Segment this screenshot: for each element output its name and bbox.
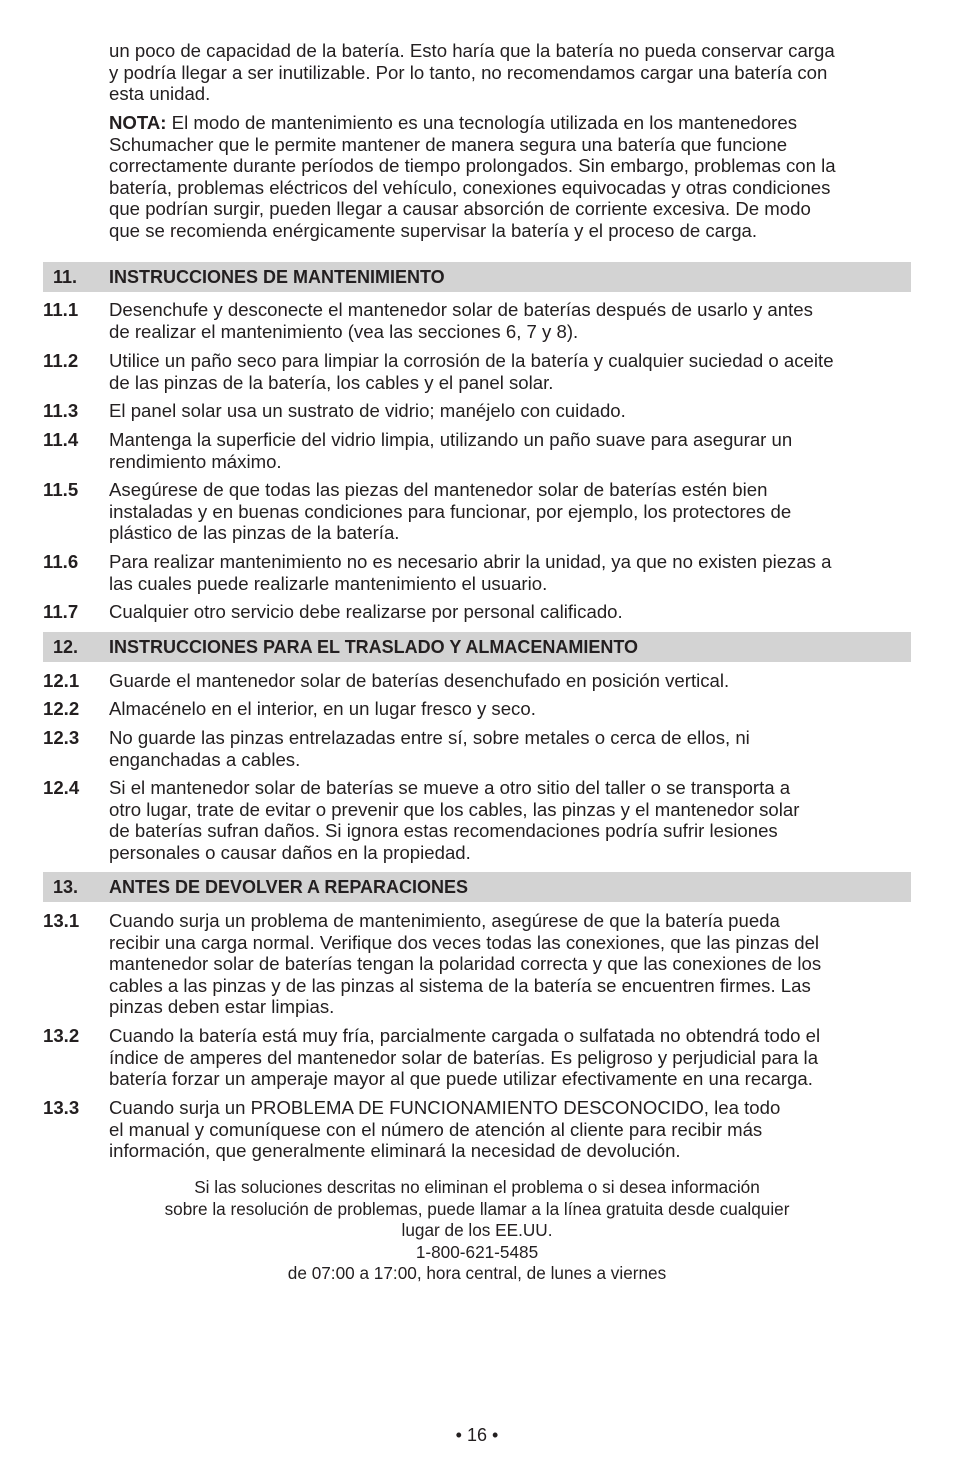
item-number: 12.2	[43, 698, 80, 719]
support-hours: de 07:00 a 17:00, hora central, de lunes a viernes	[287, 1263, 667, 1284]
item-text: Cuando surja un PROBLEMA DE FUNCIONAMIENTO DESCONOCIDO, lea todo el manual y comuníquese con el número de atención al cliente para recibir más información, que generalmente eliminará la necesidad de devolución.	[109, 1097, 781, 1162]
item-number: 13.2	[43, 1025, 80, 1046]
item-number: 11.1	[43, 299, 79, 320]
item-text: Guarde el mantenedor solar de baterías desenchufado en posición vertical.	[109, 670, 730, 691]
item-number: 13.1	[43, 910, 80, 931]
section-title: INSTRUCCIONES DE MANTENIMIENTO	[109, 267, 445, 287]
section-header-13	[43, 872, 911, 902]
section-header-11	[43, 262, 911, 292]
note-text: El modo de mantenimiento es una tecnología utilizada en los mantenedores Schumacher que le permite mantener de manera segura una batería que funcione correctamente durante períodos de tiempo prolongados. Sin embargo, problemas con la batería, problemas eléctricos del vehículo, conexiones equivocadas y otras condiciones que podrían surgir, pueden llegar a causar absorción de corriente excesiva. De modo que se recomienda enérgicamente supervisar la batería y el proceso de carga.	[109, 112, 836, 241]
item-number: 11.6	[43, 551, 79, 572]
intro-paragraph: un poco de capacidad de la batería. Esto haría que la batería no pueda conservar carga y podría llegar a ser inutilizable. Por lo tanto, no recomendamos cargar una batería con esta unidad.	[109, 40, 835, 105]
section-header-12	[43, 632, 911, 662]
item-text: Cualquier otro servicio debe realizarse por personal calificado.	[109, 601, 623, 622]
item-number: 13.3	[43, 1097, 80, 1118]
item-text: Almacénelo en el interior, en un lugar fresco y seco.	[109, 698, 536, 719]
item-text: Si el mantenedor solar de baterías se mueve a otro sitio del taller o se transporta a otro lugar, trate de evitar o prevenir que los cables, las pinzas y el mantenedor solar de baterías sufran daños. Si ignora estas recomendaciones podría sufrir lesiones personales o causar daños en la propiedad.	[109, 777, 800, 863]
item-number: 11.5	[43, 479, 79, 500]
note-label: NOTA:	[109, 112, 167, 133]
support-phone: 1-800-621-5485	[415, 1241, 539, 1262]
section-number: 12.	[53, 637, 79, 657]
note-paragraph	[109, 112, 921, 242]
section-number: 11.	[53, 267, 78, 287]
item-text: Utilice un paño seco para limpiar la corrosión de la batería y cualquier suciedad o aceite de las pinzas de la batería, los cables y el panel solar.	[109, 350, 834, 393]
section-number: 13.	[53, 877, 79, 897]
item-text: Asegúrese de que todas las piezas del mantenedor solar de baterías estén bien instaladas y en buenas condiciones para funcionar, por ejemplo, los protectores de plástico de las pinzas de la batería.	[109, 479, 792, 544]
item-number: 11.3	[43, 400, 79, 421]
item-number: 11.4	[43, 429, 79, 450]
support-line-2: sobre la resolución de problemas, puede llamar a la línea gratuita desde cualquier	[164, 1198, 790, 1219]
item-text: Mantenga la superficie del vidrio limpia, utilizando un paño suave para asegurar un rendimiento máximo.	[109, 429, 793, 472]
item-number: 12.4	[43, 777, 80, 798]
item-number: 12.1	[43, 670, 80, 691]
item-text: No guarde las pinzas entrelazadas entre sí, sobre metales o cerca de ellos, ni enganchadas a cables.	[109, 727, 750, 770]
support-line-3: lugar de los EE.UU.	[401, 1220, 553, 1241]
item-number: 11.2	[43, 350, 79, 371]
item-number: 12.3	[43, 727, 80, 748]
item-text: Cuando la batería está muy fría, parcialmente cargada o sulfatada no obtendrá todo el índice de amperes del mantenedor solar de baterías. Es peligroso y perjudicial para la batería forzar un amperaje mayor al que puede utilizar efectivamente en una recarga.	[109, 1025, 821, 1090]
support-line-1: Si las soluciones descritas no eliminan el problema o si desea información	[194, 1177, 760, 1197]
item-text: Para realizar mantenimiento no es necesario abrir la unidad, ya que no existen piezas a las cuales puede realizarle mantenimiento el usuario.	[109, 551, 832, 594]
page-number: • 16 •	[455, 1425, 499, 1445]
section-title: INSTRUCCIONES PARA EL TRASLADO Y ALMACENAMIENTO	[109, 637, 639, 657]
item-text: Cuando surja un problema de mantenimiento, asegúrese de que la batería pueda recibir una carga normal. Verifique dos veces todas las conexiones, que las pinzas del mantenedor solar de baterías tengan la polaridad correcta y que las conexiones de los cables a las pinzas y de las pinzas al sistema de la batería se encuentren firmes. Las pinzas deben estar limpias.	[109, 910, 822, 1018]
item-number: 11.7	[43, 601, 79, 622]
item-text: Desenchufe y desconecte el mantenedor solar de baterías después de usarlo y antes de realizar el mantenimiento (vea las secciones 6, 7 y 8).	[109, 299, 813, 342]
support-contact-block	[0, 1177, 954, 1285]
section-title: ANTES DE DEVOLVER A REPARACIONES	[109, 877, 469, 897]
item-text: El panel solar usa un sustrato de vidrio; manéjelo con cuidado.	[109, 400, 626, 421]
